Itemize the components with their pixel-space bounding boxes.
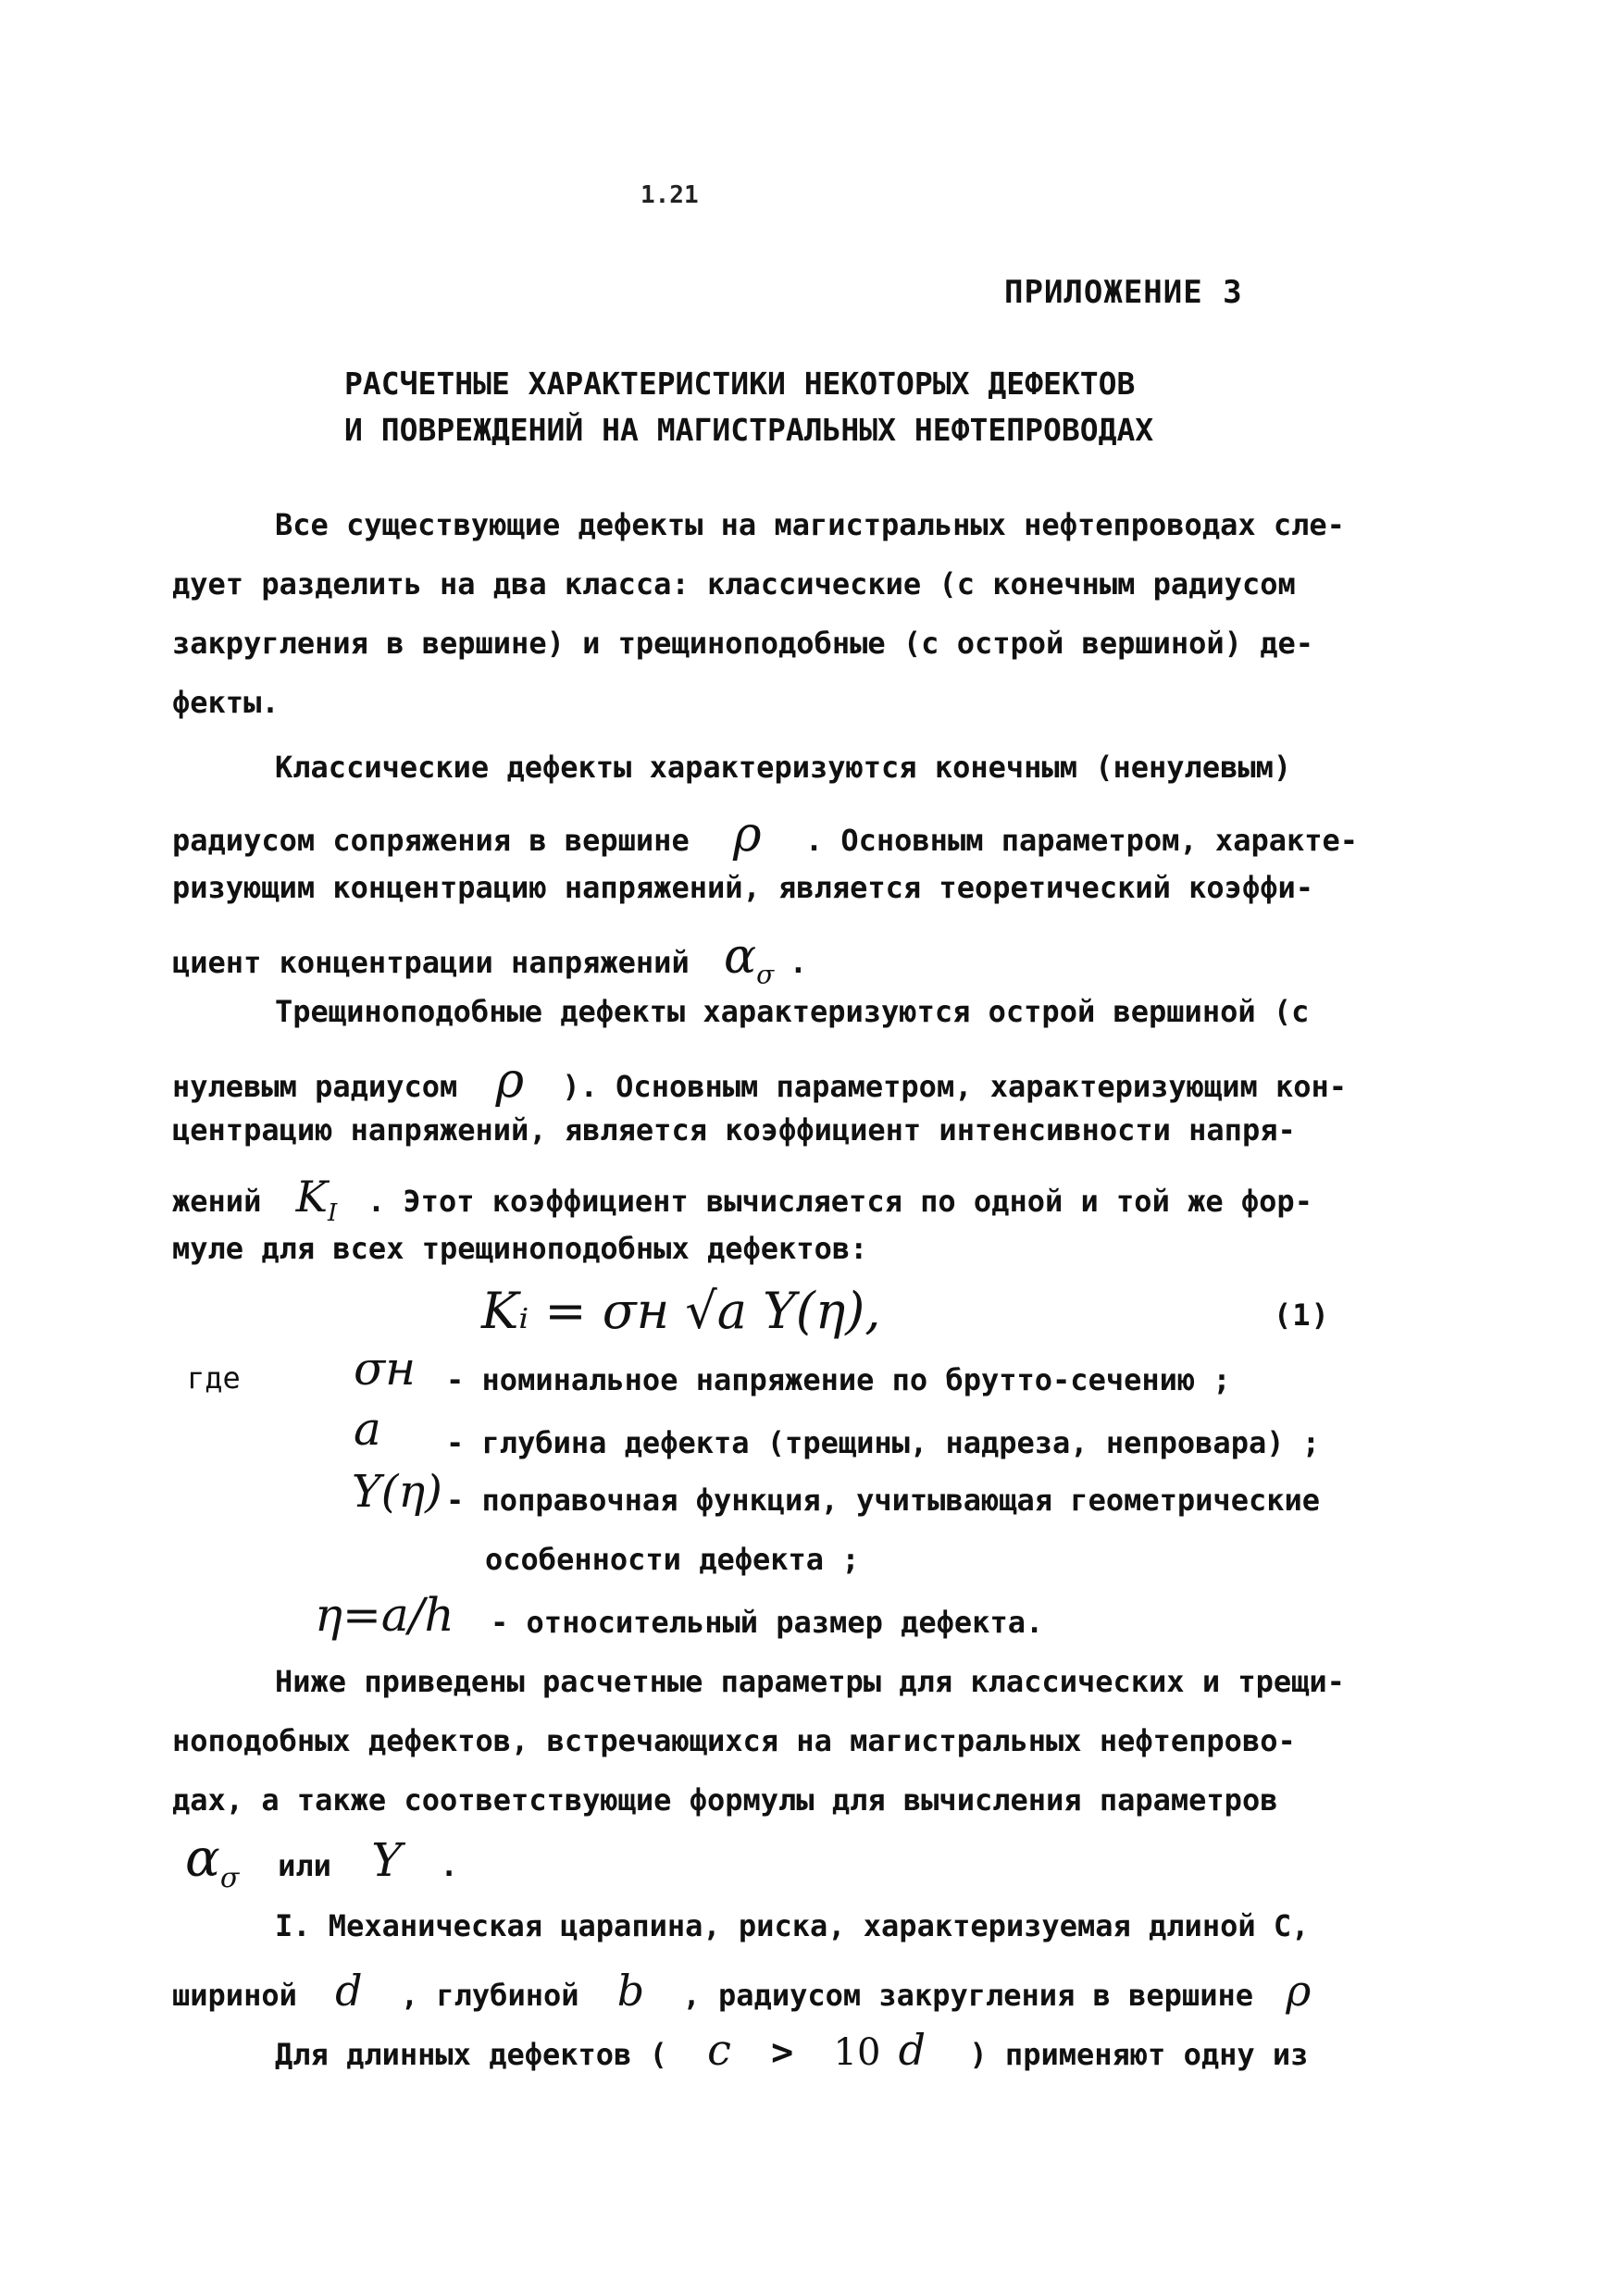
para1-line-3: закругления в вершине) и трещиноподобные (с острой вершиной) де-	[172, 626, 1313, 661]
para2-line-1: Классические дефекты характеризуются конечным (ненулевым)	[275, 750, 1292, 785]
rho-symbol: ρ	[1286, 1966, 1312, 2016]
rho-symbol: ρ	[495, 1053, 525, 1109]
d-symbol: d	[898, 2025, 927, 2075]
b-symbol: b	[616, 1966, 645, 2016]
para2-line-4	[172, 929, 807, 989]
para4-line-2: ноподобных дефектов, встречающихся на магистральных нефтепрово-	[172, 1723, 1296, 1758]
title-line-2: И ПОВРЕЖДЕНИЙ НА МАГИСТРАЛЬНЫХ НЕФТЕПРОВОДАХ	[344, 412, 1154, 448]
para5-text-a: шириной	[172, 1978, 297, 2013]
where-label: где	[187, 1360, 241, 1396]
para3-text-d: . Этот коэффициент вычисляется по одной и той же фор-	[367, 1184, 1312, 1219]
para3-line-3: центрацию напряжений, является коэффициент интенсивности напря-	[172, 1112, 1296, 1148]
alpha-symbol: $\alpha_\sigma$	[723, 929, 775, 990]
def-text-sigma: - номинальное напряжение по брутто-сечению ;	[446, 1362, 1231, 1397]
title-line-1: РАСЧЕТНЫЕ ХАРАКТЕРИСТИКИ НЕКОТОРЫХ ДЕФЕКТОВ	[344, 366, 1136, 402]
def-symbol-a: a	[354, 1402, 381, 1456]
para4-line-1: Ниже приведены расчетные параметры для классических и трещи-	[275, 1664, 1345, 1699]
def-text-eta: - относительный размер дефекта.	[491, 1605, 1044, 1640]
para2-text-b: . Основным параметром, характе-	[804, 823, 1359, 858]
para3-text-c: жений	[172, 1184, 262, 1219]
def-symbol-eta: η=a/h	[315, 1588, 454, 1642]
para4-line-4	[185, 1829, 458, 1894]
para5-line-2	[172, 1966, 1311, 2016]
para5-text-b: , глубиной	[400, 1978, 579, 2013]
para5-text-e: ) применяют одну из	[969, 2037, 1309, 2072]
para3-text-b: ). Основным параметром, характеризующим кон-	[562, 1069, 1348, 1104]
para3-line-1: Трещиноподобные дефекты характеризуются острой вершиной (с	[275, 994, 1310, 1029]
y-symbol: Y	[371, 1833, 403, 1887]
d-symbol: d	[335, 1966, 363, 2016]
appendix-label: ПРИЛОЖЕНИЕ 3	[1004, 274, 1243, 311]
def-text-a: - глубина дефекта (трещины, надреза, непровара) ;	[446, 1425, 1321, 1460]
def-text-y-cont: особенности дефекта ;	[485, 1542, 860, 1577]
para1-line-1: Все существующие дефекты на магистральных нефтепроводах сле-	[275, 507, 1345, 542]
para4-or: или	[278, 1848, 331, 1883]
para4-period: .	[440, 1848, 458, 1883]
page-number: 1.21	[641, 181, 699, 209]
para2-text-a: радиусом сопряжения в вершине	[172, 823, 690, 858]
ten-number: 10	[833, 2031, 881, 2074]
k-symbol: $K_I$	[295, 1172, 338, 1228]
para5-text-d: Для длинных дефектов (	[275, 2037, 667, 2072]
def-symbol-y: Y(η)	[352, 1466, 442, 1518]
para3-line-4	[172, 1172, 1312, 1227]
para2-line-3: ризующим концентрацию напряжений, является теоретический коэффи-	[172, 870, 1313, 905]
rho-symbol: ρ	[732, 807, 762, 863]
para1-line-4: фекты.	[172, 685, 280, 720]
gt-symbol: >	[771, 2031, 794, 2074]
para5-line-1: I. Механическая царапина, риска, характеризуемая длиной С,	[275, 1908, 1310, 1943]
para3-text-a: нулевым радиусом	[172, 1069, 458, 1104]
def-symbol-sigma: σн	[354, 1342, 417, 1396]
para5-line-3	[275, 2025, 1308, 2075]
formula-main: Kᵢ = σн √a Y(η),	[481, 1282, 881, 1340]
para2-text-c: циент концентрации напряжений	[172, 945, 690, 980]
alpha-symbol: $\alpha_\sigma$	[185, 1829, 240, 1895]
para3-line-5: муле для всех трещиноподобных дефектов:	[172, 1231, 868, 1266]
para4-line-3: дах, а также соответствующие формулы для вычисления параметров	[172, 1782, 1278, 1818]
para5-text-c: , радиусом закругления в вершине	[682, 1978, 1253, 2013]
c-symbol: c	[707, 2025, 731, 2075]
formula-number: (1)	[1274, 1297, 1330, 1333]
para2-line-2	[172, 807, 1358, 863]
para3-line-2	[172, 1053, 1347, 1109]
def-text-y: - поправочная функция, учитывающая геометрические	[446, 1483, 1321, 1518]
para1-line-2: дует разделить на два класса: классические (с конечным радиусом	[172, 566, 1296, 602]
para2-text-d: .	[789, 945, 808, 980]
